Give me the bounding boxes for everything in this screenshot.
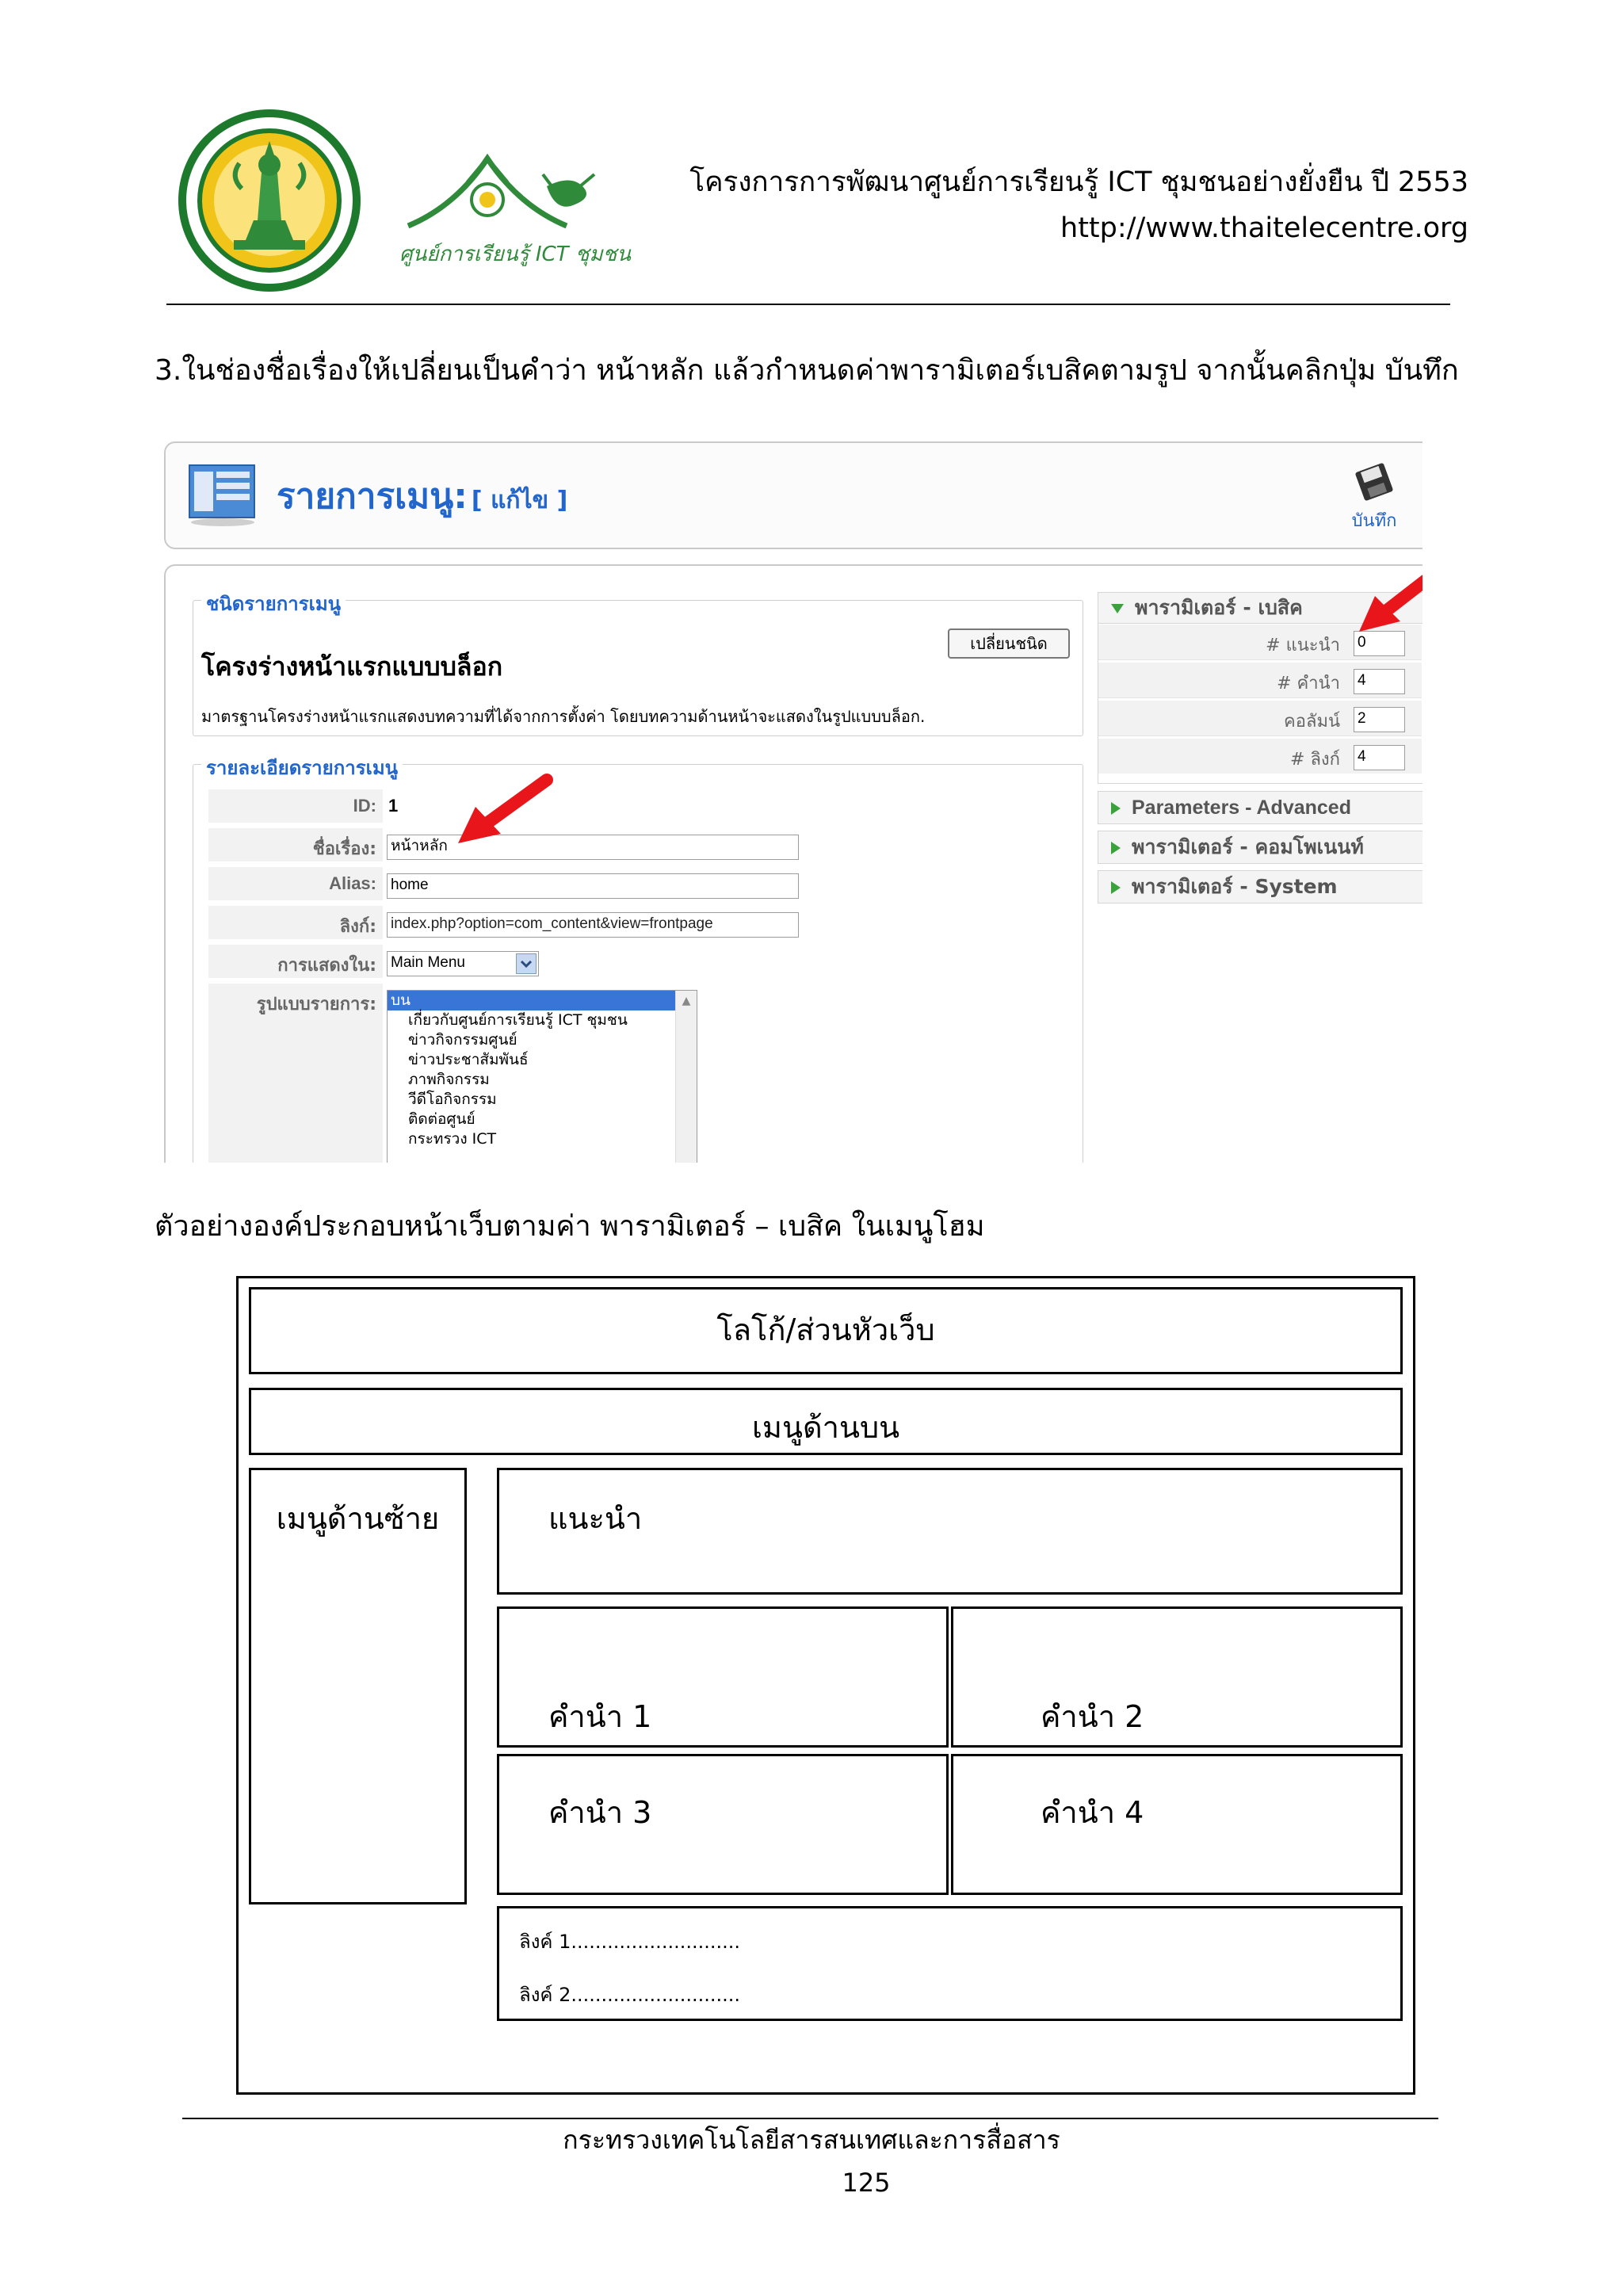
diagram-leading-2-box <box>951 1606 1403 1748</box>
diagram-intro-label: แนะนำ <box>548 1501 643 1536</box>
list-item[interactable]: ภาพกิจกรรม <box>408 1071 490 1088</box>
params-basic-title: พารามิเตอร์ - เบสิค <box>1135 596 1303 619</box>
parent-listbox[interactable] <box>387 990 697 1163</box>
list-item[interactable]: ข่าวกิจกรรมศูนย์ <box>408 1031 517 1049</box>
diagram-left-menu-box <box>249 1468 467 1904</box>
collapsed-arrow-icon <box>1111 802 1121 815</box>
diagram-header-box <box>249 1287 1403 1374</box>
diagram-leading-2-label: คำนำ 2 <box>1041 1699 1144 1734</box>
header-url: http://www.thaitelecentre.org <box>1060 212 1468 244</box>
diagram-link-1: ลิงค์ 1............................ <box>519 1931 740 1953</box>
param-label-columns: คอลัมน์ <box>1284 712 1340 732</box>
diagram-leading-1-label: คำนำ 1 <box>548 1699 652 1734</box>
footer-ministry: กระทรวงเทคโนโลยีสารสนเทศและการสื่อสาร <box>563 2125 1060 2155</box>
diagram-top-menu-box <box>249 1388 1403 1455</box>
params-advanced-title: Parameters - Advanced <box>1132 797 1351 819</box>
list-item[interactable]: ติดต่อศูนย์ <box>408 1110 475 1128</box>
display-select-value: Main Menu <box>391 954 465 971</box>
params-advanced-header[interactable] <box>1098 791 1423 824</box>
link-input[interactable]: index.php?option=com_content&view=frontpage <box>387 912 799 938</box>
param-input-columns[interactable]: 2 <box>1354 707 1405 732</box>
admin-screenshot <box>162 437 1423 1163</box>
link-label: ลิงก์: <box>339 917 376 937</box>
display-select[interactable] <box>387 951 539 976</box>
id-value: 1 <box>388 796 399 816</box>
collapsed-arrow-icon <box>1111 881 1121 894</box>
diagram-link-2: ลิงค์ 2............................ <box>519 1984 740 2006</box>
header-divider <box>166 304 1450 305</box>
menu-type-heading: โครงร่างหน้าแรกแบบบล็อก <box>201 651 503 682</box>
telecentre-logo-caption: ศูนย์การเรียนรู้ ICT ชุมชน <box>399 243 632 266</box>
id-label: ID: <box>353 796 376 816</box>
param-label-links: # ลิงก์ <box>1290 750 1340 770</box>
expand-arrow-icon <box>1111 604 1124 613</box>
diagram-links-box <box>497 1906 1403 2021</box>
diagram-left-menu-label: เมนูด้านซ้าย <box>276 1501 440 1536</box>
diagram-top-menu-label: เมนูด้านบน <box>751 1410 900 1445</box>
scroll-up-icon[interactable]: ▲ <box>682 995 691 1007</box>
list-item[interactable]: ข่าวประชาสัมพันธ์ <box>408 1051 529 1068</box>
chevron-down-icon <box>516 953 537 974</box>
list-item[interactable]: กระทรวง ICT <box>408 1130 497 1148</box>
collapsed-arrow-icon <box>1111 842 1121 854</box>
params-system-header[interactable] <box>1098 870 1423 904</box>
param-input-links[interactable]: 4 <box>1354 745 1405 770</box>
change-type-button[interactable]: เปลี่ยนชนิด <box>948 628 1070 659</box>
params-component-title: พารามิเตอร์ - คอมโพเนนท์ <box>1132 835 1364 858</box>
menu-type-description: มาตรฐานโครงร่างหน้าแรกแสดงบทความที่ได้จากการตั้งค่า โดยบทความด้านหน้าจะแสดงในรูปแบบบล็อก. <box>201 707 926 726</box>
example-caption: ตัวอย่างองค์ประกอบหน้าเว็บตามค่า พารามิเตอร์ – เบสิค ในเมนูโฮม <box>155 1210 985 1243</box>
page-title-suffix: [ แก้ไข ] <box>471 487 568 514</box>
page-title <box>277 468 567 524</box>
diagram-header-label: โลโก้/ส่วนหัวเว็บ <box>716 1312 935 1347</box>
diagram-leading-1-box <box>497 1606 949 1748</box>
red-arrow-icon <box>452 772 555 851</box>
telecentre-logo <box>392 151 638 269</box>
instruction-text: 3.ในช่องชื่อเรื่องให้เปลี่ยนเป็นคำว่า หน้าหลัก แล้วกำหนดค่าพารามิเตอร์เบสิคตามรูป จากนั้นคลิกปุ่ม บันทึก <box>155 354 1459 387</box>
list-item[interactable]: เกี่ยวกับศูนย์การเรียนรู้ ICT ชุมชน <box>408 1011 628 1029</box>
red-arrow-icon <box>1351 556 1423 640</box>
save-button[interactable] <box>1338 462 1410 541</box>
param-input-featured[interactable]: 0 <box>1354 631 1405 656</box>
alias-input[interactable]: home <box>387 873 799 899</box>
title-input[interactable]: หน้าหลัก <box>387 835 799 860</box>
menu-type-legend: ชนิดรายการเมนู <box>201 588 346 619</box>
diagram-leading-4-label: คำนำ 4 <box>1041 1795 1144 1830</box>
list-item-selected[interactable]: บน <box>388 991 676 1010</box>
menu-manager-icon <box>188 460 258 527</box>
project-title: โครงการการพัฒนาศูนย์การเรียนรู้ ICT ชุมชนอย่างยั่งยืน ปี 2553 <box>689 166 1468 198</box>
toolbar-panel <box>164 441 1423 549</box>
alias-label: Alias: <box>329 873 376 893</box>
menu-type-fieldset <box>193 593 1083 736</box>
listbox-scrollbar[interactable] <box>675 991 697 1163</box>
page-title-main: รายการเมนู: <box>277 476 468 517</box>
params-component-header[interactable] <box>1098 831 1423 864</box>
params-system-title: พารามิเตอร์ - System <box>1132 875 1338 898</box>
details-legend: รายละเอียดรายการเมนู <box>201 752 403 783</box>
param-label-leading: # คำนำ <box>1277 674 1340 693</box>
page-number: 125 <box>842 2168 891 2198</box>
floppy-disk-icon <box>1354 462 1394 502</box>
title-label: ชื่อเรื่อง: <box>312 839 376 859</box>
footer-divider <box>182 2118 1438 2119</box>
list-item[interactable]: วีดีโอกิจกรรม <box>408 1091 497 1108</box>
param-label-featured: # แนะนำ <box>1266 636 1340 655</box>
save-label: บันทึก <box>1351 511 1397 531</box>
param-input-leading[interactable]: 4 <box>1354 669 1405 694</box>
diagram-leading-3-box <box>497 1754 949 1895</box>
diagram-intro-box <box>497 1468 1403 1595</box>
ministry-logo <box>166 101 372 300</box>
diagram-leading-4-box <box>951 1754 1403 1895</box>
display-label: การแสดงใน: <box>277 956 376 976</box>
diagram-leading-3-label: คำนำ 3 <box>548 1795 652 1830</box>
parent-label: รูปแบบรายการ: <box>256 995 376 1014</box>
